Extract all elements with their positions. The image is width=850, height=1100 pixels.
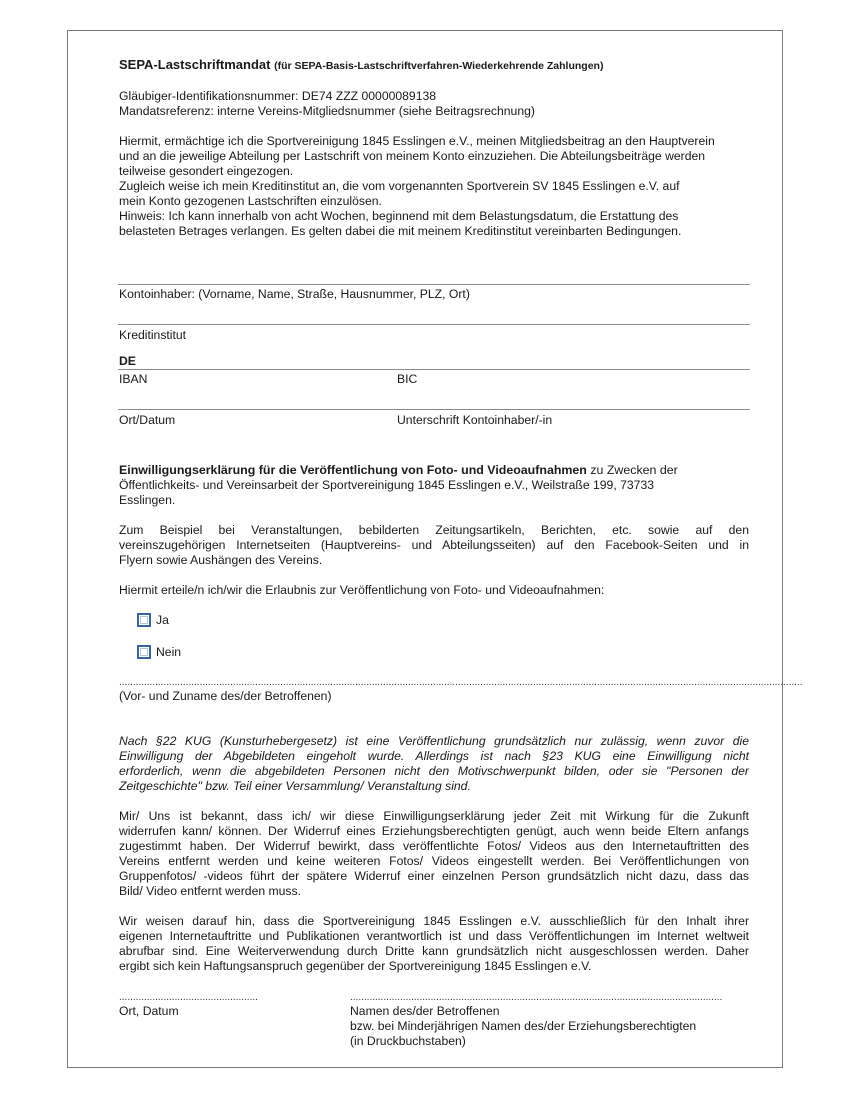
- permission-text: Hiermit erteile/n ich/wir die Erlaubnis zur Veröffentlichung von Foto- und Videoaufnahmen:: [119, 583, 605, 597]
- yes-checkbox[interactable]: [137, 613, 151, 627]
- no-label: Nein: [156, 645, 182, 659]
- iban-prefix: DE: [119, 354, 136, 368]
- sepa-body-line: Hinweis: Ich kann innerhalb von acht Wochen, beginnend mit dem Belastungsdatum, die Erstattung des: [119, 209, 679, 223]
- iban-label: IBAN: [119, 372, 148, 386]
- sepa-body-line: Zugleich weise ich mein Kreditinstitut an, die vom vorgenannten Sportverein SV 1845 Esslingen e.V. auf: [119, 179, 680, 193]
- example-line: Zum Beispiel bei Veranstaltungen, bebilderten Zeitungsartikeln, Berichten, etc. sowie auf den: [119, 523, 749, 537]
- sepa-title-suffix: (für SEPA-Basis-Lastschriftverfahren-Wiederkehrende Zahlungen): [274, 60, 604, 72]
- law-line: erforderlich, wenn die abgebildeten Personen nicht den Motivschwerpunkt bilden, oder sie "Personen der: [119, 764, 749, 778]
- liability-line: abrufbar sind. Eine Weiterverwendung durch Dritte kann grundsätzlich nicht ausgeschlossen werden. Daher: [119, 944, 749, 958]
- liability-line: eigenen Internetauftritte und Publikationen verantwortlich ist und dass Veröffentlichungen im Internet weltweit: [119, 929, 749, 943]
- signature-label: Unterschrift Kontoinhaber/-in: [397, 413, 553, 427]
- name-caption: (Vor- und Zuname des/der Betroffenen): [119, 689, 332, 703]
- sign-name-line: bzw. bei Minderjährigen Namen des/der Erziehungsberechtigten: [350, 1019, 697, 1033]
- example-line: vereinszugehörigen Internetseiten (Hauptvereins- und Abteilungsseiten) auf den Facebook-Seiten und in: [119, 538, 749, 552]
- sepa-body-line: Hiermit, ermächtige ich die Sportvereinigung 1845 Esslingen e.V., meinen Mitgliedsbeitrag an den Hauptverein: [119, 134, 715, 148]
- bank-label: Kreditinstitut: [119, 328, 187, 342]
- revoke-line: Gruppenfotos/ -videos führt der spätere Widerruf einer einzelnen Person grundsätzlich nicht dazu, dass das: [119, 869, 749, 883]
- law-line: Einwilligung der Abgebildeten eingeholt wurde. Allerdings ist nach §23 KUG eine Einwilligung nicht: [119, 749, 749, 763]
- law-line: Zeitgeschichte" bzw. Teil einer Versammlung/ Veranstaltung sind.: [119, 779, 471, 793]
- liability-line: Wir weisen darauf hin, dass die Sportvereinigung 1845 Esslingen e.V. ausschließlich für den Inhalt ihrer: [119, 914, 749, 928]
- bank-line[interactable]: [118, 324, 750, 325]
- yes-label: Ja: [156, 613, 169, 627]
- sepa-body-line: belasteten Betrages verlangen. Es gelten dabei die mit meinem Kreditinstitut vereinbarten Bedingungen.: [119, 224, 682, 238]
- sepa-body-line: mein Konto gezogenen Lastschriften einzulösen.: [119, 194, 382, 208]
- name-dotted-line[interactable]: ......................................................................................................................................................................................................................................................: [119, 677, 803, 688]
- consent-heading-bold: Einwilligungserklärung für die Veröffentlichung von Foto- und Videoaufnahmen: [119, 463, 587, 477]
- no-checkbox[interactable]: [137, 645, 151, 659]
- consent-heading-line: Esslingen.: [119, 493, 176, 507]
- sign-name-line: Namen des/der Betroffenen: [350, 1004, 500, 1018]
- consent-heading: [119, 463, 749, 478]
- consent-heading-line: Öffentlichkeits- und Vereinsarbeit der Sportvereinigung 1845 Esslingen e.V., Weilstraße 199, 73733: [119, 478, 654, 492]
- revoke-line: Bild/ Video entfernt werden muss.: [119, 884, 302, 898]
- sepa-title: [119, 57, 603, 74]
- mandate-reference: Mandatsreferenz: interne Vereins-Mitgliedsnummer (siehe Beitragsrechnung): [119, 104, 535, 118]
- creditor-id: Gläubiger-Identifikationsnummer: DE74 ZZZ 00000089138: [119, 89, 437, 103]
- name-print-dotted-line[interactable]: ......................................................................................................................................: [350, 992, 723, 1003]
- sepa-title-main: SEPA-Lastschriftmandat: [119, 57, 271, 72]
- law-line: Nach §22 KUG (Kunsturhebergesetz) ist eine Veröffentlichung grundsätzlich nur zulässig, wenn zuvor die: [119, 734, 749, 748]
- place-date-label: Ort/Datum: [119, 413, 176, 427]
- sign-name-line: (in Druckbuchstaben): [350, 1034, 466, 1048]
- sepa-body-line: teilweise gesondert eingezogen.: [119, 164, 294, 178]
- revoke-line: widerrufen kann/ können. Der Widerruf eines Erziehungsberechtigten genügt, auch wenn beide Eltern anfangs: [119, 824, 749, 838]
- consent-heading-rest: zu Zwecken der: [586, 463, 678, 477]
- revoke-line: Mir/ Uns ist bekannt, dass ich/ wir diese Einwilligungserklärung jeder Zeit mit Wirkung für die Zukunft: [119, 809, 749, 823]
- sepa-body-line: und an die jeweilige Abteilung per Lastschrift von meinem Konto einzuziehen. Die Abteilungsbeiträge werden: [119, 149, 706, 163]
- account-holder-line[interactable]: [118, 284, 750, 285]
- iban-bic-line[interactable]: [118, 369, 750, 370]
- place-date-dotted-line[interactable]: ..................................................: [119, 992, 258, 1003]
- revoke-line: zugestimmt haben. Der Widerruf bewirkt, dass veröffentlichte Fotos/ Videos aus den Internetauftritten des: [119, 839, 749, 853]
- example-line: Flyern sowie Aushängen des Vereins.: [119, 553, 323, 567]
- sign-place-date-label: Ort, Datum: [119, 1004, 179, 1018]
- liability-line: ergibt sich kein Haftungsanspruch gegenüber der Sportvereinigung 1845 Esslingen e.V.: [119, 959, 592, 973]
- revoke-line: Vereins entfernt werden und keine weiteren Fotos/ Videos eingestellt werden. Bei Veröffentlichungen von: [119, 854, 749, 868]
- signature-line[interactable]: [118, 409, 750, 410]
- account-holder-label: Kontoinhaber: (Vorname, Name, Straße, Hausnummer, PLZ, Ort): [119, 287, 470, 301]
- bic-label: BIC: [397, 372, 418, 386]
